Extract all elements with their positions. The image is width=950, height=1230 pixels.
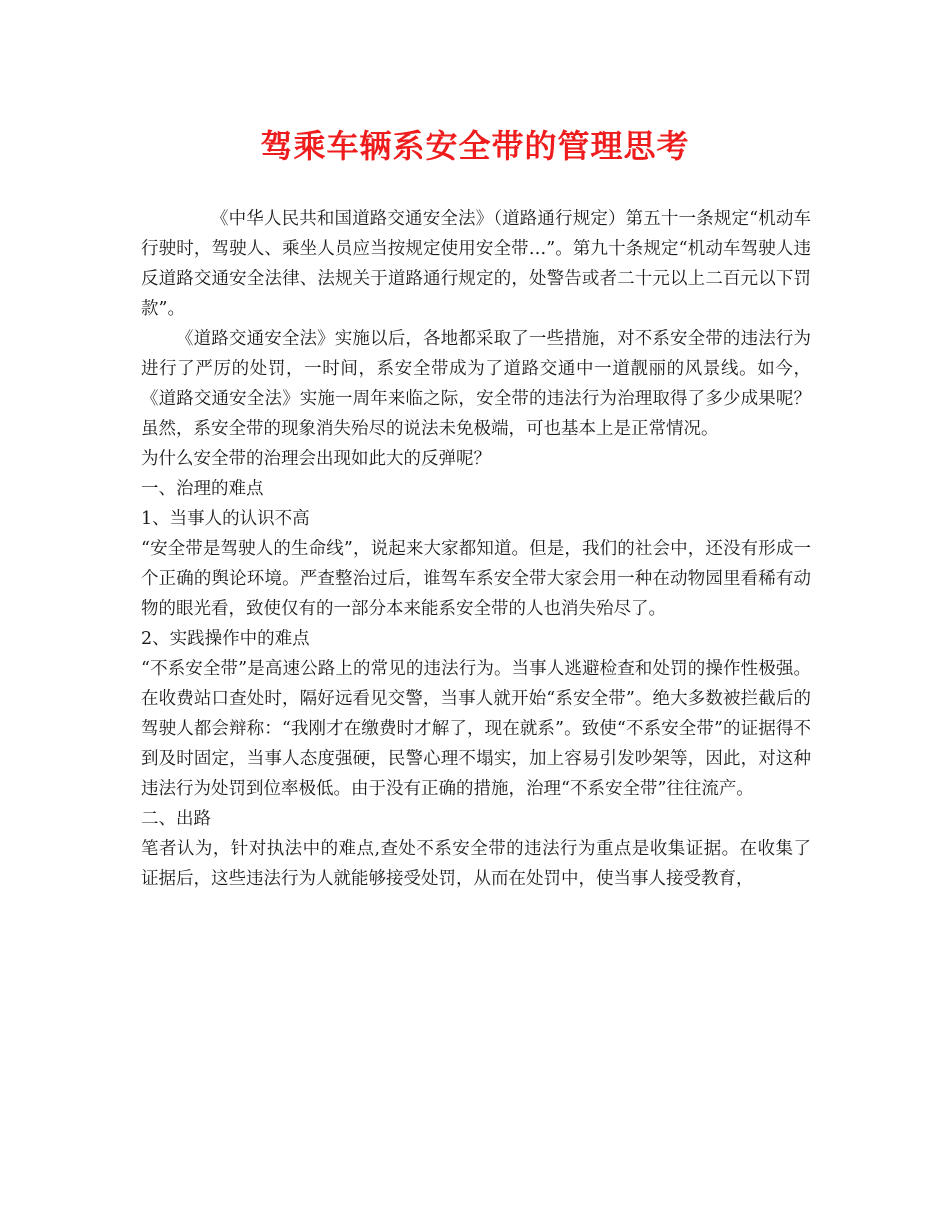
paragraph-law-citation: 《中华人民共和国道路交通安全法》（道路通行规定）第五十一条规定“机动车行驶时，驾驶人、乘坐人员应当按规定使用安全带…”。第九十条规定“机动车驾驶人违反道路交通安全法律、法规关于道路通行规定的，处警告或者二十元以上二百元以下罚款”。: [141, 209, 811, 319]
section-heading-solution: 二、出路: [141, 809, 211, 829]
subheading-practice: 2、实践操作中的难点: [141, 629, 310, 649]
paragraph-solution: 笔者认为，针对执法中的难点,查处不系安全带的违法行为重点是收集证据。在收集了证据后，这些违法行为人就能够接受处罚，从而在处罚中，使当事人接受教育，: [141, 839, 811, 889]
document-title: 驾乘车辆系安全带的管理思考: [260, 127, 690, 165]
section-heading-difficulties: 一、治理的难点: [141, 479, 264, 499]
document-body: [141, 204, 811, 894]
paragraph-practice: “不系安全带”是高速公路上的常见的违法行为。当事人逃避检查和处罚的操作性极强。在收费站口查处时，隔好远看见交警，当事人就开始“系安全带”。绝大多数被拦截后的驾驶人都会辩称：“我刚才在缴费时才解了，现在就系”。致使“不系安全带”的证据得不到及时固定，当事人态度强硬，民警心理不塌实，加上容易引发吵架等，因此，对这种违法行为处罚到位率极低。由于没有正确的措施，治理“不系安全带”往往流产。: [141, 659, 811, 799]
subheading-awareness: 1、当事人的认识不高: [141, 509, 310, 529]
paragraph-question: 为什么安全带的治理会出现如此大的反弹呢？: [141, 449, 491, 469]
paragraph-awareness: “安全带是驾驶人的生命线”，说起来大家都知道。但是，我们的社会中，还没有形成一个正确的舆论环境。严查整治过后，谁驾车系安全带大家会用一种在动物园里看稀有动物的眼光看，致使仅有的一部分本来能系安全带的人也消失殆尽了。: [141, 539, 811, 619]
paragraph-implementation: 《道路交通安全法》实施以后，各地都采取了一些措施，对不系安全带的违法行为进行了严厉的处罚，一时间，系安全带成为了道路交通中一道靓丽的风景线。如今，《道路交通安全法》实施一周年来临之际，安全带的违法行为治理取得了多少成果呢？虽然，系安全带的现象消失殆尽的说法未免极端，可也基本上是正常情况。: [141, 329, 811, 439]
